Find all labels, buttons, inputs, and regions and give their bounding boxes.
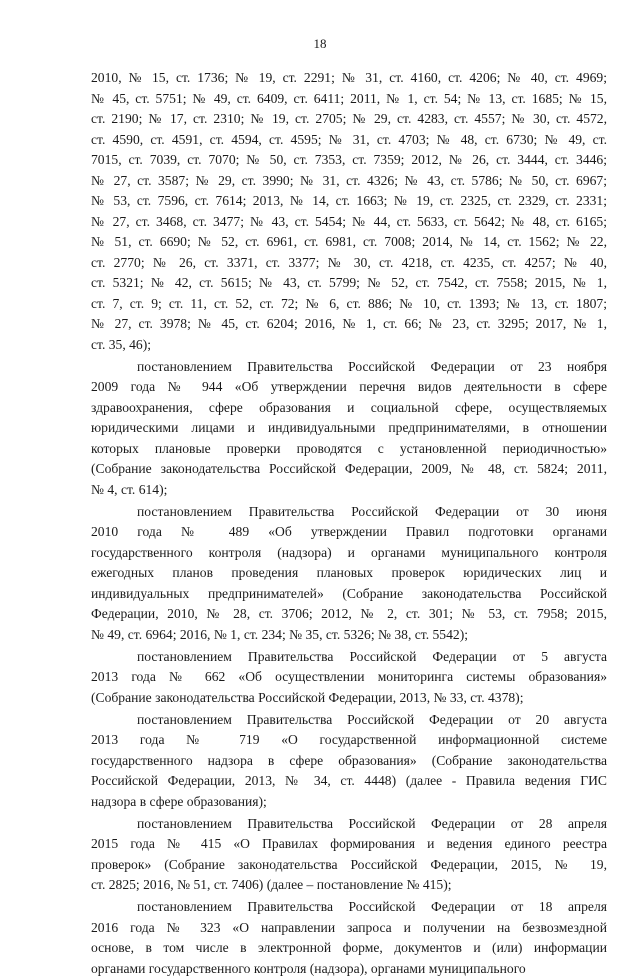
paragraph [91, 710, 607, 813]
text-line: ст. 5321; № 42, ст. 5615; № 43, ст. 5799; № 52, ст. 7542, ст. 7558; 2015, № 1, [91, 273, 607, 294]
text-line: № 53, ст. 7596, ст. 7614; 2013, № 14, ст. 1663; № 19, ст. 2325, ст. 2329, ст. 2331; [91, 191, 607, 212]
text-line: № 49, ст. 6964; 2016, № 1, ст. 234; № 35, ст. 5326; № 38, ст. 5542); [91, 625, 607, 646]
page-number: 18 [0, 36, 640, 52]
text-line: государственного контроля (надзора) и органами муниципального контроля [91, 543, 607, 564]
paragraph [91, 897, 607, 979]
text-line: проверок» (Собрание законодательства Российской Федерации, 2015, № 19, [91, 855, 607, 876]
text-line: № 27, ст. 3978; № 45, ст. 6204; 2016, № 1, ст. 66; № 23, ст. 3295; 2017, № 1, [91, 314, 607, 335]
text-line: здравоохранения, сфере образования и социальной сфере, осуществляемых [91, 398, 607, 419]
text-line: ежегодных планов проведения плановых проверок юридических лиц и [91, 563, 607, 584]
text-line: (Собрание законодательства Российской Федерации, 2009, № 48, ст. 5824; 2011, [91, 459, 607, 480]
paragraph [91, 502, 607, 646]
text-line: постановлением Правительства Российской Федерации от 30 июня [91, 502, 607, 523]
text-line: постановлением Правительства Российской Федерации от 5 августа [91, 647, 607, 668]
text-line: органами государственного контроля (надзора), органами муниципального [91, 959, 607, 979]
text-line: № 45, ст. 5751; № 49, ст. 6409, ст. 6411; 2011, № 1, ст. 54; № 13, ст. 1685; № 15, [91, 89, 607, 110]
text-line: ст. 4590, ст. 4591, ст. 4594, ст. 4595; № 31, ст. 4703; № 48, ст. 6730; № 49, ст. [91, 130, 607, 151]
text-line: (Собрание законодательства Российской Федерации, 2013, № 33, ст. 4378); [91, 688, 607, 709]
text-line: индивидуальных предпринимателей» (Собрание законодательства Российской [91, 584, 607, 605]
text-line: № 27, ст. 3468, ст. 3477; № 43, ст. 5454; № 44, ст. 5633, ст. 5642; № 48, ст. 6165; [91, 212, 607, 233]
text-line: постановлением Правительства Российской Федерации от 20 августа [91, 710, 607, 731]
text-line: Российской Федерации, 2013, № 34, ст. 4448) (далее - Правила ведения ГИС [91, 771, 607, 792]
text-line: № 51, ст. 6690; № 52, ст. 6961, ст. 6981, ст. 7008; 2014, № 14, ст. 1562; № 22, [91, 232, 607, 253]
text-line: ст. 35, 46); [91, 335, 607, 356]
text-line: ст. 7, ст. 9; ст. 11, ст. 52, ст. 72; № 6, ст. 886; № 10, ст. 1393; № 13, ст. 1807; [91, 294, 607, 315]
text-line: постановлением Правительства Российской Федерации от 28 апреля [91, 814, 607, 835]
text-line: 2013 года № 719 «О государственной информационной системе [91, 730, 607, 751]
text-line: 2013 года № 662 «Об осуществлении мониторинга системы образования» [91, 667, 607, 688]
paragraph [91, 647, 607, 709]
text-line: юридическими лицами и индивидуальными предпринимателями, в отношении [91, 418, 607, 439]
text-line: 2009 года № 944 «Об утверждении перечня видов деятельности в сфере [91, 377, 607, 398]
paragraph [91, 814, 607, 896]
text-line: 2015 года № 415 «О Правилах формирования и ведения единого реестра [91, 834, 607, 855]
text-line: основе, в том числе в электронной форме, документов и (или) информации [91, 938, 607, 959]
text-line: постановлением Правительства Российской Федерации от 23 ноября [91, 357, 607, 378]
text-line: 2010 года № 489 «Об утверждении Правил подготовки органами [91, 522, 607, 543]
text-line: № 4, ст. 614); [91, 480, 607, 501]
text-line: постановлением Правительства Российской Федерации от 18 апреля [91, 897, 607, 918]
text-line: Федерации, 2010, № 28, ст. 3706; 2012, № 2, ст. 301; № 53, ст. 7958; 2015, [91, 604, 607, 625]
text-line: № 27, ст. 3587; № 29, ст. 3990; № 31, ст. 4326; № 43, ст. 5786; № 50, ст. 6967; [91, 171, 607, 192]
document-body [91, 68, 607, 979]
text-line: надзора в сфере образования); [91, 792, 607, 813]
paragraph [91, 68, 607, 355]
text-line: 7015, ст. 7039, ст. 7070; № 50, ст. 7353, ст. 7359; 2012, № 26, ст. 3444, ст. 3446; [91, 150, 607, 171]
text-line: 2016 года № 323 «О направлении запроса и получении на безвозмездной [91, 918, 607, 939]
text-line: ст. 2770; № 26, ст. 3371, ст. 3377; № 30, ст. 4218, ст. 4235, ст. 4257; № 40, [91, 253, 607, 274]
text-line: государственного надзора в сфере образования» (Собрание законодательства [91, 751, 607, 772]
text-line: 2010, № 15, ст. 1736; № 19, ст. 2291; № 31, ст. 4160, ст. 4206; № 40, ст. 4969; [91, 68, 607, 89]
text-line: ст. 2825; 2016, № 51, ст. 7406) (далее – постановление № 415); [91, 875, 607, 896]
text-line: ст. 2190; № 17, ст. 2310; № 19, ст. 2705; № 29, ст. 4283, ст. 4557; № 30, ст. 4572, [91, 109, 607, 130]
paragraph [91, 357, 607, 501]
text-line: которых плановые проверки проводятся с установленной периодичностью» [91, 439, 607, 460]
